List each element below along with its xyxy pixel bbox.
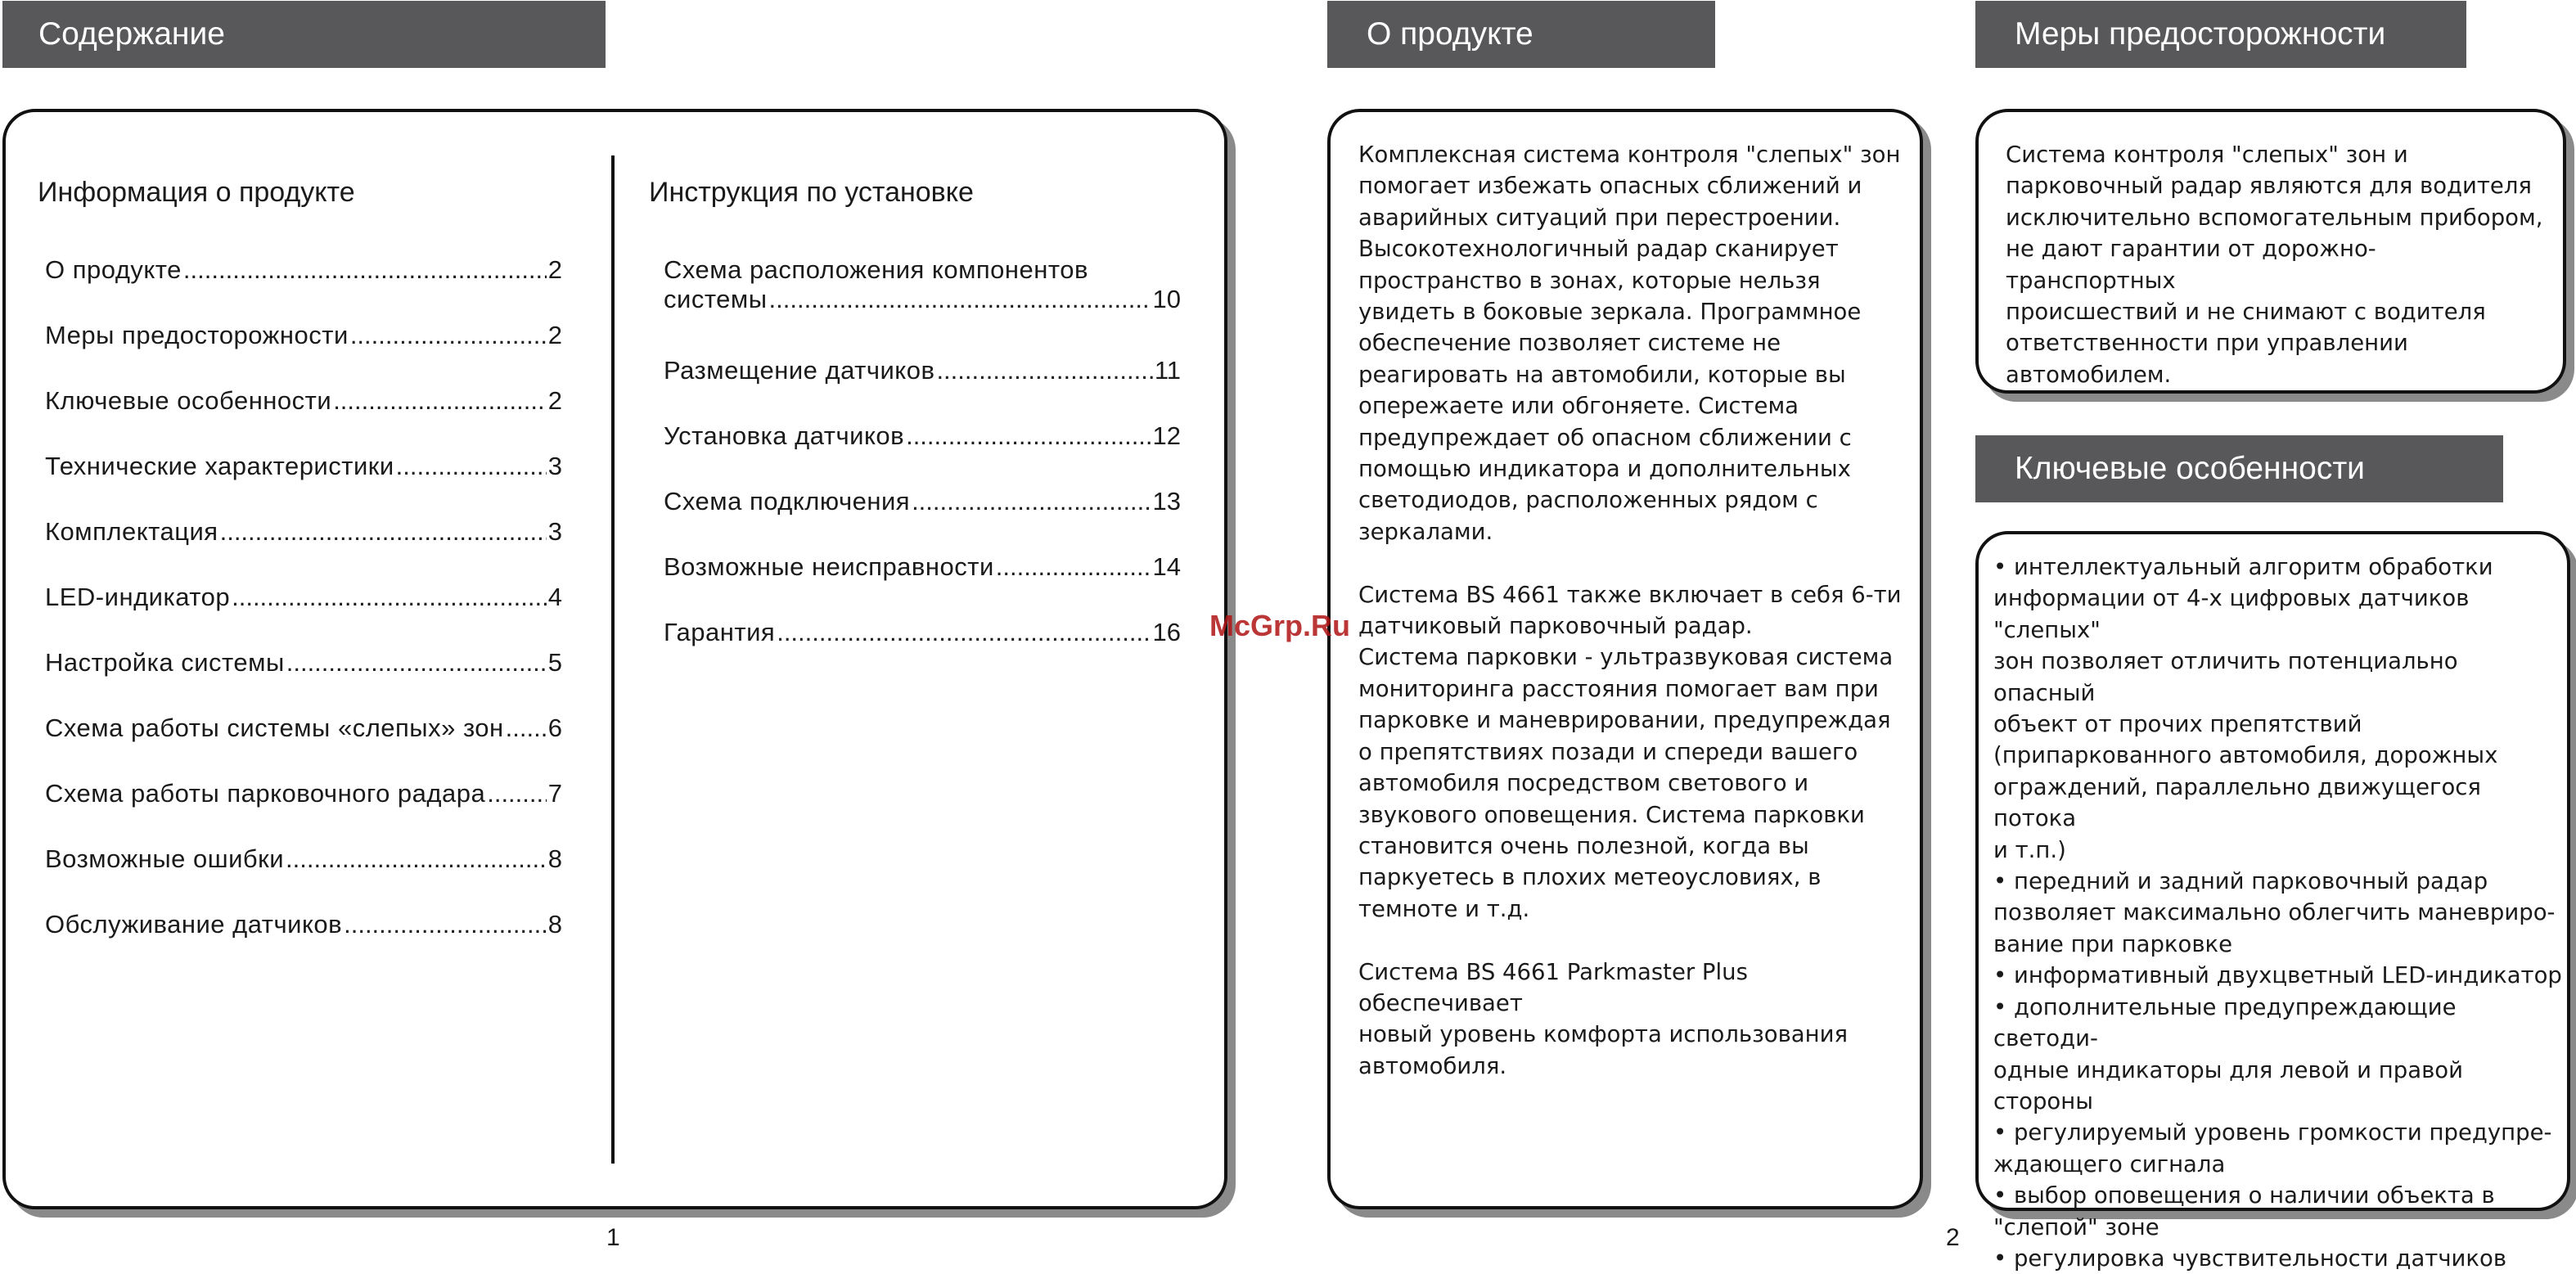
toc-leader xyxy=(936,356,1152,385)
about-line xyxy=(1358,547,1907,578)
precautions-line: исключительно вспомогательным прибором, xyxy=(2006,204,2543,231)
toc-item[interactable] xyxy=(45,714,562,743)
toc-leader xyxy=(906,421,1151,451)
toc-item-page: 10 xyxy=(1152,285,1181,313)
features-line: позволяет максимально облегчить маневриро- xyxy=(1993,899,2556,926)
about-line: датчиковый парковочный радар. xyxy=(1358,613,1753,640)
features-line: объект от прочих препятствий xyxy=(1993,711,2362,738)
precautions-line: ответственности при управлении xyxy=(2006,330,2408,357)
features-line: информации от 4-х цифровых датчиков "слепых" xyxy=(1993,585,2470,643)
toc-item-page: 2 xyxy=(547,386,562,415)
toc-item-page: 3 xyxy=(547,517,562,546)
precautions-line: автомобилем. xyxy=(2006,361,2172,388)
toc-item-page: 11 xyxy=(1154,356,1181,385)
toc-item[interactable] xyxy=(664,356,1181,385)
toc-item-label: Комплектация xyxy=(45,517,218,546)
features-line: • передний и задний парковочный радар xyxy=(1993,868,2488,895)
features-line: • информативный двухцветный LED-индикатор xyxy=(1993,962,2562,989)
toc-item-page: 4 xyxy=(547,583,562,611)
about-line: темноте и т.д. xyxy=(1358,895,1530,922)
page-number-left: 1 xyxy=(606,1224,620,1251)
toc-item-label: Технические характеристики xyxy=(45,452,394,480)
about-line: парковке и маневрировании, предупреждая xyxy=(1358,707,1891,734)
toc-item[interactable] xyxy=(45,648,562,678)
about-line: Высокотехнологичный радар сканирует xyxy=(1358,236,1839,263)
features-line: • регулировка чувствительности датчиков xyxy=(1993,1245,2507,1272)
toc-leader xyxy=(232,583,547,612)
features-line: • дополнительные предупреждающие светоди- xyxy=(1993,993,2457,1052)
about-line: пространство в зонах, которые нельзя xyxy=(1358,267,1821,294)
toc-item-label: системы xyxy=(664,285,768,313)
about-line: обеспечение позволяет системе не xyxy=(1358,330,1781,357)
toc-item-page: 5 xyxy=(547,648,562,677)
about-line: Комплексная система контроля "слепых" зон xyxy=(1358,142,1901,168)
features-line: вание при парковке xyxy=(1993,930,2233,957)
toc-leader xyxy=(220,517,547,547)
toc-item-label: О продукте xyxy=(45,255,182,284)
toc-item[interactable] xyxy=(45,517,562,547)
about-line: становится очень полезной, когда вы xyxy=(1358,832,1809,859)
toc-item-label: LED-индикатор xyxy=(45,583,231,611)
features-line: зон позволяет отличить потенциально опасный xyxy=(1993,648,2458,706)
about-line xyxy=(1358,925,1907,956)
about-line: новый уровень комфорта использования xyxy=(1358,1021,1849,1048)
features-line: (припаркованного автомобиля, дорожных xyxy=(1993,742,2498,769)
toc-item[interactable] xyxy=(664,618,1181,647)
toc-item-label: Настройка системы xyxy=(45,648,285,677)
toc-item-page: 14 xyxy=(1152,552,1181,581)
features-line: • регулируемый уровень громкости предупре- xyxy=(1993,1119,2552,1146)
features-line: ждающего сигнала xyxy=(1993,1150,2226,1177)
toc-divider xyxy=(611,155,615,1164)
toc-leader xyxy=(769,285,1151,314)
toc-leader xyxy=(183,255,547,285)
toc-item-page: 13 xyxy=(1152,487,1181,515)
about-line: Система BS 4661 также включает в себя 6-ти xyxy=(1358,581,1902,608)
features-line: • выбор оповещения о наличии объекта в xyxy=(1993,1182,2495,1209)
toc-item-page: 16 xyxy=(1152,618,1181,646)
contents-header: Содержание xyxy=(2,1,606,68)
toc-item-page: 8 xyxy=(547,910,562,939)
toc-leader xyxy=(777,618,1151,647)
toc-item-label: Схема работы парковочного радара xyxy=(45,779,486,808)
toc-item[interactable] xyxy=(45,255,562,285)
about-line: мониторинга расстояния помогает вам при xyxy=(1358,675,1879,702)
about-text xyxy=(1358,139,1907,1082)
toc-leader xyxy=(286,648,547,678)
toc-leader xyxy=(396,452,547,481)
precautions-text xyxy=(2006,139,2546,390)
toc-item[interactable] xyxy=(45,583,562,612)
watermark: McGrp.Ru xyxy=(1209,609,1351,642)
about-line: автомобиля. xyxy=(1358,1052,1507,1079)
toc-item-page: 6 xyxy=(547,714,562,742)
toc-item[interactable] xyxy=(664,487,1181,516)
features-line: и т.п.) xyxy=(1993,836,2066,863)
toc-item[interactable] xyxy=(664,255,1181,314)
about-line: светодиодов, расположенных рядом с xyxy=(1358,487,1818,514)
precautions-line: Система контроля "слепых" зон и xyxy=(2006,142,2408,168)
features-line: ограждений, параллельно движущегося потока xyxy=(1993,773,2481,832)
about-line: опережаете или обгоняете. Система xyxy=(1358,393,1799,420)
toc-left-heading: Информация о продукте xyxy=(38,177,355,208)
features-line: одные индикаторы для левой и правой стороны xyxy=(1993,1056,2463,1114)
precautions-line: парковочный радар являются для водителя xyxy=(2006,173,2532,200)
about-line: Система парковки - ультразвуковая система xyxy=(1358,644,1894,671)
toc-item[interactable] xyxy=(664,552,1181,582)
toc-item-label: Схема подключения xyxy=(664,487,911,515)
features-text xyxy=(1993,551,2566,1274)
about-line: звукового оповещения. Система парковки xyxy=(1358,801,1865,828)
toc-item-label: Ключевые особенности xyxy=(45,386,332,415)
toc-leader xyxy=(333,386,547,416)
toc-item[interactable] xyxy=(664,421,1181,451)
about-line: о препятствиях позади и спереди вашего xyxy=(1358,738,1858,765)
about-line: зеркалами. xyxy=(1358,518,1493,545)
toc-item-page: 2 xyxy=(547,255,562,284)
toc-leader xyxy=(350,321,547,350)
toc-item-label: Возможные ошибки xyxy=(45,844,285,873)
toc-item-label: Обслуживание датчиков xyxy=(45,910,343,939)
toc-leader xyxy=(996,552,1151,582)
toc-item-page: 7 xyxy=(547,779,562,808)
toc-leader xyxy=(344,910,547,939)
toc-item[interactable] xyxy=(45,452,562,481)
toc-item-label: Меры предосторожности xyxy=(45,321,349,349)
toc-leader xyxy=(286,844,547,874)
toc-leader xyxy=(487,779,547,808)
toc-item[interactable] xyxy=(45,321,562,350)
toc-item-label-line1: Схема расположения компонентов xyxy=(664,255,1088,284)
about-line: паркуетесь в плохих метеоусловиях, в xyxy=(1358,864,1822,891)
about-header: О продукте xyxy=(1327,1,1715,68)
toc-item[interactable] xyxy=(45,910,562,939)
toc-item-label: Размещение датчиков xyxy=(664,356,935,385)
about-line: помогает избежать опасных сближений и xyxy=(1358,173,1862,200)
toc-right-heading: Инструкция по установке xyxy=(649,177,974,208)
toc-item-label: Возможные неисправности xyxy=(664,552,994,581)
precautions-header: Меры предосторожности xyxy=(1975,1,2466,68)
features-line: • интеллектуальный алгоритм обработки xyxy=(1993,554,2493,580)
about-line: увидеть в боковые зеркала. Программное xyxy=(1358,299,1862,326)
toc-item-page: 2 xyxy=(547,321,562,349)
about-line: автомобиля посредством светового и xyxy=(1358,770,1809,797)
toc-item-label: Схема работы системы «слепых» зон xyxy=(45,714,504,742)
toc-item-label: Установка датчиков xyxy=(664,421,905,450)
about-line: аварийных ситуаций при перестроении. xyxy=(1358,204,1841,231)
about-line: Система BS 4661 Parkmaster Plus обеспечивает xyxy=(1358,958,1748,1016)
toc-item-page: 3 xyxy=(547,452,562,480)
toc-leader xyxy=(912,487,1151,516)
features-line: "слепой" зоне xyxy=(1993,1213,2159,1240)
toc-item[interactable] xyxy=(45,844,562,874)
toc-item-page: 8 xyxy=(547,844,562,873)
precautions-line: не дают гарантии от дорожно-транспортных xyxy=(2006,236,2376,294)
toc-leader xyxy=(506,714,547,743)
about-line: реагировать на автомобили, которые вы xyxy=(1358,361,1846,388)
about-line: предупреждает об опасном сближении с xyxy=(1358,424,1852,451)
toc-item[interactable] xyxy=(45,779,562,808)
toc-item-page: 12 xyxy=(1152,421,1181,450)
precautions-line: происшествий и не снимают с водителя xyxy=(2006,299,2486,326)
features-header: Ключевые особенности xyxy=(1975,435,2503,502)
toc-item[interactable] xyxy=(45,386,562,416)
page-number-right: 2 xyxy=(1946,1224,1960,1251)
toc-item-label: Гарантия xyxy=(664,618,776,646)
about-line: помощью индикатора и дополнительных xyxy=(1358,456,1851,483)
